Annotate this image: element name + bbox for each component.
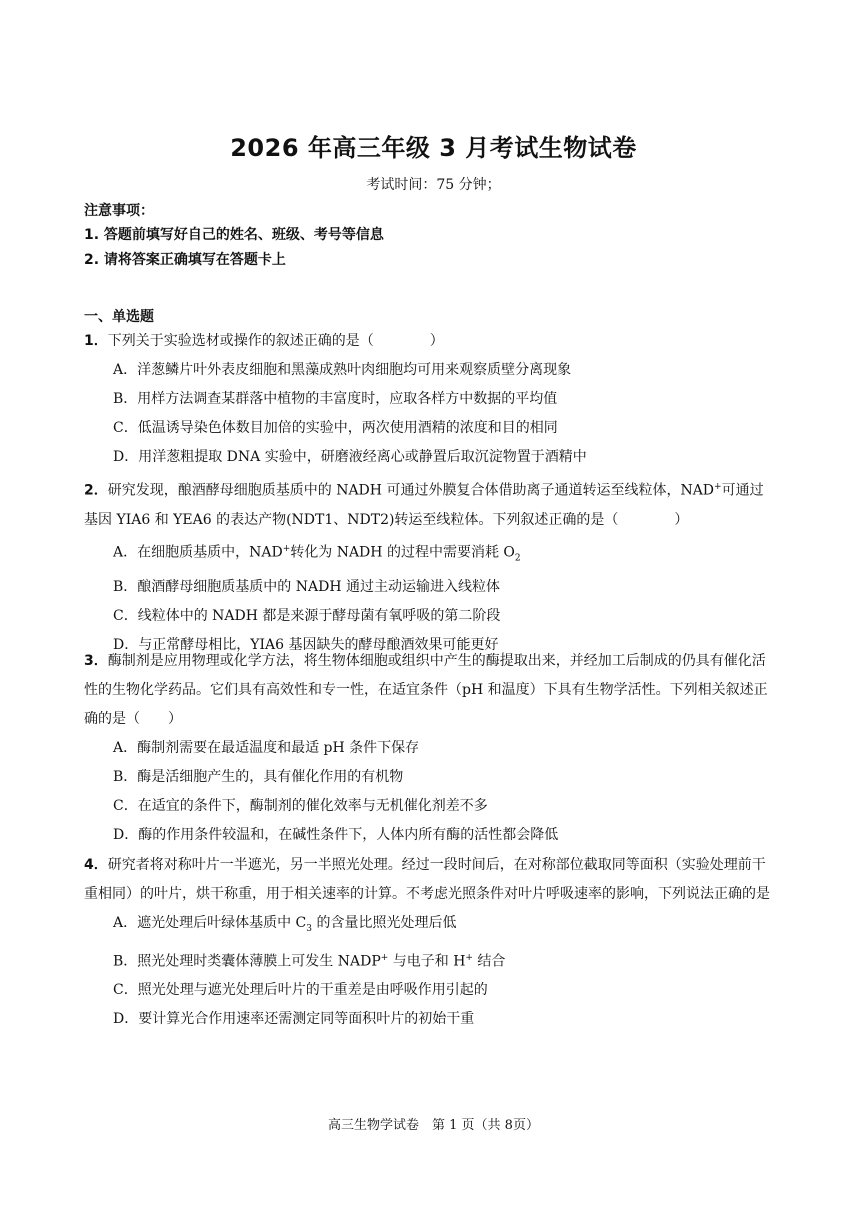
question-number: 2．	[84, 482, 108, 499]
question-number: 3．	[84, 653, 108, 669]
option-b: B．照光处理时类囊体薄膜上可发生 NADP+ 与电子和 H+ 结合	[113, 952, 506, 970]
option-d: D．用洋葱粗提取 DNA 实验中，研磨液经离心或静置后取沉淀物置于酒精中	[113, 449, 587, 465]
option-a: A．酶制剂需要在最适温度和最适 pH 条件下保存	[113, 740, 420, 756]
question-2	[84, 473, 774, 660]
page-footer: 高三生物学试卷 第 1 页（共 8页）	[328, 1118, 539, 1133]
notes-item: 2. 请将答案正确填写在答题卡上	[84, 252, 286, 268]
question-stem: 3．酶制剂是应用物理或化学方法，将生物体细胞或组织中产生的酶提取出来，并经加工后制成的仍具有催化活性的生物化学药品。它们具有高效性和专一性，在适宜条件（pH 和温度）下具有生物学活性。下列相关叙述正确的是（ ）	[84, 653, 768, 727]
section-heading: 一、单选题	[84, 309, 154, 325]
question-1	[84, 327, 774, 472]
option-b: B．酿酒酵母细胞质基质中的 NADH 通过主动运输进入线粒体	[113, 579, 500, 596]
option-d: D．与正常酵母相比，YIA6 基因缺失的酵母酿酒效果可能更好	[113, 637, 499, 654]
question-number: 1．	[84, 333, 108, 349]
question-stem: 4．研究者将对称叶片一半遮光，另一半照光处理。经过一段时间后，在对称部位截取同等面积（实验处理前干重相同）的叶片，烘干称重，用于相关速率的计算。不考虑光照条件对叶片呼吸速率的影响，下列说法正确的是	[84, 857, 770, 902]
question-stem: 2．研究发现，酿酒酵母细胞质基质中的 NADH 可通过外膜复合体借助离子通道转运至线粒体，NAD+可通过基因 YIA6 和 YEA6 的表达产物(NDT1、NDT2)转运至线粒体。下列叙述正确的是（ ）	[84, 482, 764, 528]
option-c: C．线粒体中的 NADH 都是来源于酵母菌有氧呼吸的第二阶段	[113, 608, 501, 625]
option-d: D．要计算光合作用速率还需测定同等面积叶片的初始干重	[113, 1011, 475, 1028]
option-c: C．在适宜的条件下，酶制剂的催化效率与无机催化剂差不多	[113, 798, 488, 814]
option-b: B．酶是活细胞产生的，具有催化作用的有机物	[113, 769, 404, 785]
exam-time: 考试时间：75 分钟；	[366, 177, 501, 193]
option-a: A．洋葱鳞片叶外表皮细胞和黑藻成熟叶肉细胞均可用来观察质壁分离现象	[113, 362, 572, 378]
option-c: C．低温诱导染色体数目加倍的实验中，两次使用酒精的浓度和目的相同	[113, 420, 558, 436]
question-3	[84, 647, 774, 850]
notes-item: 1. 答题前填写好自己的姓名、班级、考号等信息	[84, 227, 384, 243]
option-a: A．在细胞质基质中，NAD+转化为 NADH 的过程中需要消耗 $O_2$	[113, 543, 521, 564]
option-b: B．用样方法调查某群落中植物的丰富度时，应取各样方中数据的平均值	[113, 391, 558, 407]
question-4	[84, 851, 774, 1034]
question-number: 4．	[84, 857, 108, 873]
page-title: 2026 年高三年级 3 月考试生物试卷	[230, 134, 637, 162]
option-d: D．酶的作用条件较温和，在碱性条件下，人体内所有酶的活性都会降低	[113, 827, 559, 843]
question-stem: 1．下列关于实验选材或操作的叙述正确的是（ ）	[84, 333, 444, 349]
notes-heading: 注意事项：	[84, 203, 154, 219]
option-a: A．遮光处理后叶绿体基质中 $C_3$ 的含量比照光处理后低	[113, 915, 457, 934]
option-c: C．照光处理与遮光处理后叶片的干重差是由呼吸作用引起的	[113, 982, 488, 999]
